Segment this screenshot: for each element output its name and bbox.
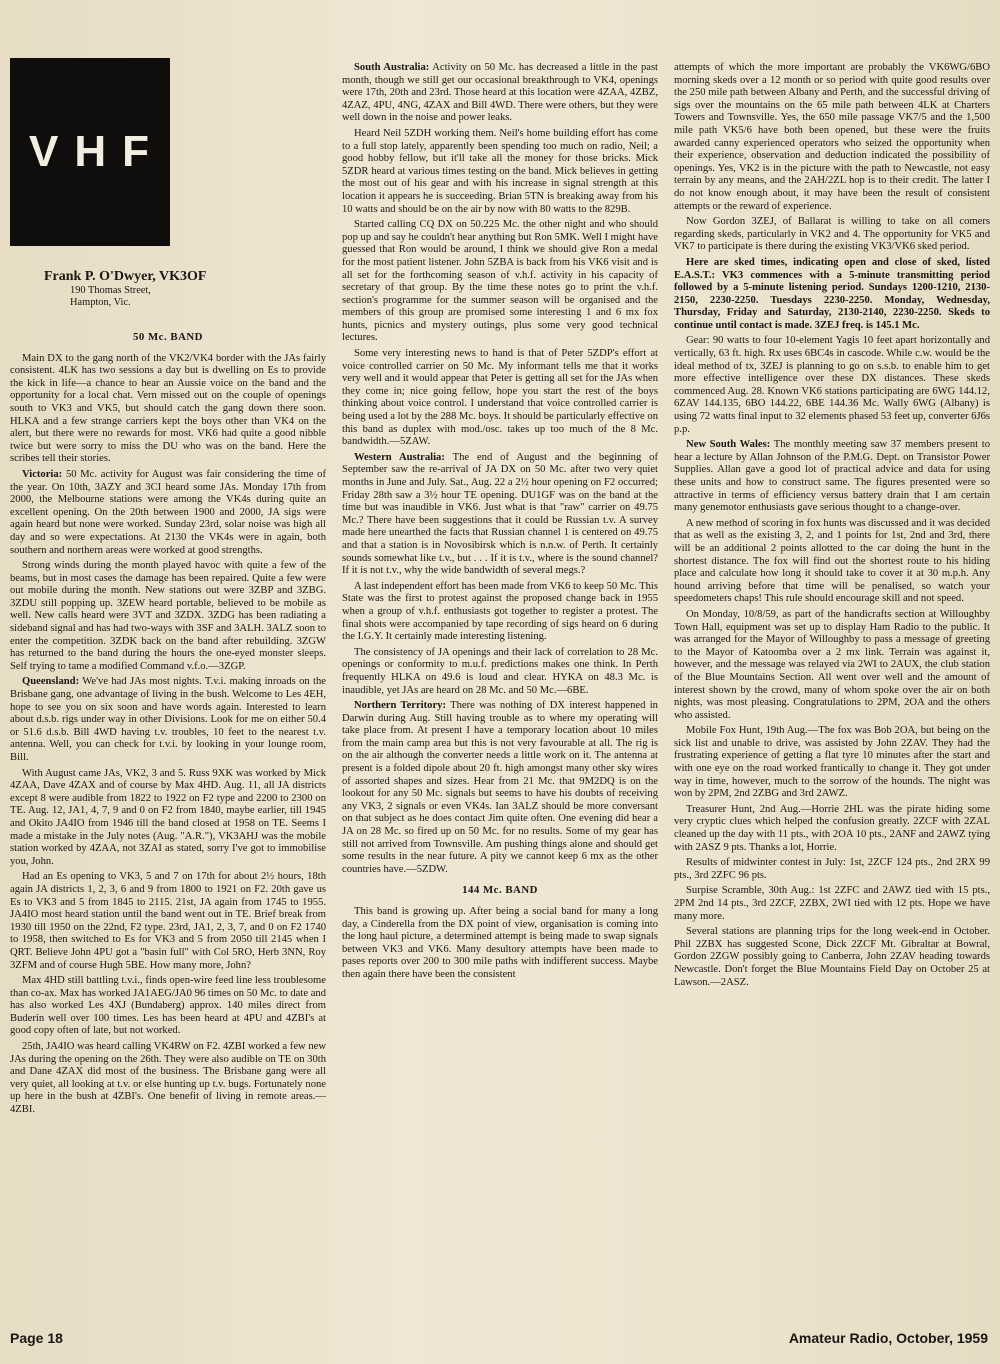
paragraph — [10, 676, 326, 764]
publication-footer: Amateur Radio, October, 1959 — [788, 1330, 988, 1346]
paragraph-text: Activity on 50 Mc. has decreased a little in the past month, though we still get our occasional breakthrough to VK4, openings were 17th, 20th and 23rd. Those heard at this location were 4ZAA, 4ZBZ, 4ZAZ, 4PU, 4NG, 4ZAX and Bill 4WD. There were others, but they were well down in the noise and power leaks. — [342, 62, 658, 124]
paragraph: A last independent effort has been made from VK6 to keep 50 Mc. This State was the first to protest against the proposed change back in 1955 when a group of v.h.f. enthusiasts got together to register a protest. The final shots were accompanied by tape recording of sigs heard on 6 during the I.G.Y. It certainly made interesting listening. — [342, 580, 658, 643]
heading-144mc: 144 Mc. BAND — [462, 884, 538, 897]
paragraph — [674, 439, 990, 515]
paragraph: Max 4HD still battling t.v.i., finds open-wire feed line less troublesome than co-ax. Max has worked JA1AEG/JA0 96 times on 50 Mc. to date and has also worked Les 4XJ (Bundaberg) approx. 140 miles direct from Buderin well over 100 times. Les has been heard at 4PU and 4ZBI's at good copy often of late, but not worked. — [10, 975, 326, 1037]
paragraph-text: We've had JAs most nights. T.v.i. making inroads on the Brisbane gang, one advantage of living in the bush. Welcome to Les 4EH, hope to see you on six soon and have words again. Interested to learn about d.s.b. rigs under way in other Divisions. Look for me on either 50.4 or 51.6 d.s.b. Bill 4WD having t.v. troubles, 10 feet to the nearest t.v. antenna. Well, you can check for t.v.i. by looking in your lounge room, Bill. — [10, 676, 326, 763]
paragraph-text: The end of August and the beginning of September saw the re-arrival of JA DX on 50 Mc. after two very quiet months in June and July. Sat., Aug. 22 a 2½ hour opening on F2 occurred; Friday 28th saw a 3½ hour TE opening. DU1GF was on the band at the time but was inaudible in VK6. Just what is that "raw" carrier on 49.75 Mc.? There have been suggestions that it could be Russian t.v. A survey made here unearthed the facts that Russian channel 1 is centered on 49.75 and that a station is in Novosibirsk which is n.n.w. of Perth. It certainly sounds somewhat like t.v., but . . . If it is t.v., where is the sound channel? If it is not t.v., why the wide bandwidth of several megs.? — [342, 451, 658, 577]
state-label-south-australia: South Australia: — [354, 62, 430, 73]
paragraph: This band is growing up. After being a social band for many a long day, a Cinderella from the DX point of view, organisation is coming into the long haul picture, a determined attempt is being made to swap signals between VK3 and VK6. Many desultory attempts have been made to pases reports over 200 to 300 mile paths with indifferent success. Maybe then again there have been the consistent — [342, 906, 658, 980]
author-address-line1: 190 Thomas Street, — [70, 285, 151, 296]
paragraph: Some very interesting news to hand is that of Peter 5ZDP's effort at voice controlled carrier on 50 Mc. My informant tells me that it works very well and it would appear that Peter is getting all set for the JAs when they come in; nice going fellow, hope you start the rest of the boys thinking about voice control. I understand that voice controlled carrier is being used a lot by the 288 Mc. boys. It should be particularly effective on this band as duplex with mod./osc. takes up too much of the 8 Mc. bandwidth.—5ZAW. — [342, 348, 658, 448]
paragraph: Surpise Scramble, 30th Aug.: 1st 2ZFC and 2AWZ tied with 15 pts., 2PM 2nd 14 pts., 3rd 2ZCF, 2ZBX, 2WI tied with 12 pts. Hope we have many more. — [674, 885, 990, 922]
column-3 — [674, 62, 990, 1318]
sked-times-paragraph: Here are sked times, indicating open and close of sked, listed E.A.S.T.: VK3 commences with a 5-minute transmitting period followed by a 5-minute listening period. Sundays 1200-1210, 2130-2150, 2230-2250. Tuesdays 2230-2250. Monday, Wednesday, Thursday, Friday and Saturday, 2130-2140, 2230-2250. Skeds to continue until contact is made. 3ZEJ freq. is 145.1 Mc. — [674, 256, 990, 331]
author-block — [44, 268, 326, 309]
paragraph: Several stations are planning trips for the long week-end in October. Phil 2ZBX has suggested Scone, Dick 2ZCF Mt. Gibraltar at Bowral, Gordon 2ZGW possibly going to Canberra, John 2ZAV heading towards Newcastle. Don't forget the Blue Mountains Field Day on October 25 at Lawson.—2ASZ. — [674, 926, 990, 988]
paragraph — [342, 452, 658, 578]
paragraph: Results of midwinter contest in July: 1st, 2ZCF 124 pts., 2nd 2RX 99 pts., 3rd 2ZFC 96 pts. — [674, 857, 990, 881]
column-2 — [342, 62, 658, 1318]
paragraph-text: There was nothing of DX interest happened in Darwin during Aug. Still having trouble as to where my operating will take place from. At present I have a temporary location about 10 miles from the main camp area but this is not very favourable at all. The rig is on the air although the converter needs a little work on it. The antenna at present is a folded dipole about 20 ft. high amongst many other sky wires of assorted shapes and sizes. Hear from 21 Mc. that 9M2DQ is on the lookout for any 50 Mc. signals but seems to have his doubts of receiving any VK3, 2 signals or even VK4s. Ian 3ALZ should be more conversant on that subject as he does contact Jim quite often. One evening did hear a JA on 28 Mc. so fired up on 50 Mc. for no results. Some of my gear has still not arrived from Townsville. Am pushing things alone and should get some results in the near future. A pity we cannot keep 6 mx as the other countries have.—5ZDW. — [342, 700, 658, 875]
paragraph: Started calling CQ DX on 50.225 Mc. the other night and who should pop up and say he couldn't hear anything but Ron 5MK. Well I might have guessed that Ron would be around, I think we should give Ron a medal for the most patient listener. John 5ZBA is back from his VK6 visit and is all set for the forthcoming season of v.h.f. activity in his capacity of secretary of that group. By the time these notes go to print the v.h.f. section's programme for the summer season will be organised and the members of this group are promised some interesting 1 and 6 mx fox hunts, picnics and mystery outings, plus some very good technical lectures. — [342, 219, 658, 344]
state-label-western-australia: Western Australia: — [354, 451, 445, 463]
author-address-line2: Hampton, Vic. — [70, 297, 131, 308]
heading-50mc: 50 Mc. BAND — [133, 331, 203, 343]
paragraph: Mobile Fox Hunt, 19th Aug.—The fox was Bob 2OA, but being on the sick list and unable to drive, was assisted by John 2ZAV. They had the frustrating experience of getting a flat tyre 10 minutes after the start and with one eye on the road worked frantically to change it. They got under way in time, however, much to the sorrow of the hounds. The night was won by 2PM, 2nd 2ZBG and 3rd 2AWZ. — [674, 725, 990, 800]
paragraph: Had an Es opening to VK3, 5 and 7 on 17th for about 2½ hours, 18th again JA districts 1, 2, 3, 6 and 9 from 1800 to 1921 on F2. 20th gave us Es to VK3 and 5 from 1845 to 2115. 21st, JA again from 1745 to 1955. JA4IO most heard station until the band went out in TE. Brief break from 1930 till 1950 on the 22nd, F2 type. 23rd, JA1, 2, 3, 7, and 0 on F2 1740 to 1958, then switched to Es for VK3 and 5 from 2050 till 2145 when I QRT. Believe John 4PU got a "basin full" with Col 5RO, Herb 3NN, Roy 3ZFM and of course Hugh 5BE. How many more, John? — [10, 871, 326, 971]
page-number: Page 18 — [10, 1330, 63, 1346]
paragraph: Main DX to the gang north of the VK2/VK4 border with the JAs fairly consistent. 4LK has two sessions a day but is dwelling on Es to provide the kick in life—a chance to hear an Aussie voice on the band and the opportunity for a local chat. Vern missed out on the couple of openings south to VK3 and VK5, but should catch the gang down there soon. HLKA and a few strange carriers kept the boys other than VK4 on the alert, but there were no rewards for most. VK6 had quite a good nibble twice but were sorry to miss the DU who was on the band. Here the scribes tell their stories. — [10, 352, 326, 465]
paragraph: On Monday, 10/8/59, as part of the handicrafts section at Willoughby Town Hall, equipment was set up to display Ham Radio to the public. It was arranged for the Mayor of Willoughby to pass a message of greeting to the Mayor of Katoomba over a 2 mx link. Terrain was against it, however, and the message was relayed via 2WI to 2AUX, the club station of the Blue Mountains Section. All went over well and the amount of interest shown by the crowd, many of whom spoke over the air on both nights, was most pleasing. Congratulations to 2PM, 2OA and the others who assisted. — [674, 608, 990, 721]
paragraph-text: The monthly meeting saw 37 members present to hear a lecture by Allan Johnson of the P.M.G. Dept. on Transistor Power Supplies. Allan gave a good lot of practical advice and data for using these units and how to construct same. The figures presented were so attractive in terms of efficiency versus battery drain that I am certain many genemotor enthusiasts gave serious thought to a change-over. — [674, 439, 990, 514]
paragraph — [10, 469, 326, 557]
paragraph: 25th, JA4IO was heard calling VK4RW on F2. 4ZBI worked a few new JAs during the opening on the 26th. They were also audible on TE on 30th and Dane 4ZAX did most of the business. The Brisbane gang were all very quiet, all looking at t.v. or else hunting up t.v. bugs. Fortunately none up here in the bush at 4ZBI's. One benefit of living in remote areas.—4ZBI. — [10, 1041, 326, 1116]
paragraph: Treasurer Hunt, 2nd Aug.—Horrie 2HL was the pirate hiding some very cryptic clues which helped the confusion greatly. 2ZCF with 2ZAL cleaned up the day with 11 pts., with 2OA 10 pts., 2ANF and 2AWZ tying with 2ASZ 9 pts. Thanks a lot, Horrie. — [674, 803, 990, 853]
banner-title: VHF — [29, 126, 165, 176]
paragraph: Strong winds during the month played havoc with quite a few of the beams, but in most cases the damage has been repaired. Quite a few were out mobile during the month. New stations out were 3ZBP and 3ZBG. 3ZDU still popping up. 3ZEW heard portable, believed to be mobile as well. New calls heard were 3VT and 3ZDX. 3ZDG has been radiating a sideband signal and has had two-ways with 3SF and 3ALH. 3ALZ soon to enter the competition. 3ZDK back on the band after rebuilding. 3ZGW has returned to the band during the hours the one-eyed monster sleeps. Self trying to tame a modified Command v.f.o.—3ZGP. — [10, 560, 326, 672]
paragraph: Heard Neil 5ZDH working them. Neil's home building effort has come to a full stop lately, apparently been spending too much on radio, Neil; a good hobby fellow, but it'll take all the money for those bricks. Mick 5ZDR heard at various times testing on the band. Mick believes in getting the most out of his gear and with his increase in signal strength at this location it appears he is succeeding. Brian 5TN is breaking away from his 10 watts and should be on the air by now with 80 watts to the 829B. — [342, 127, 658, 215]
paragraph: A new method of scoring in fox hunts was discussed and it was decided that as well as the existing 3, 2, and 1 points for 1st, 2nd and 3rd, there will be an additional 2 points allotted to the car doing the hunt in the shortest distance. The fox will find out the shortest route to his hiding place and calculate how long it should take to cover it at 30 m.p.h. Any hound arriving before that time will be penalised, so watch your speedometers chaps! This rule should encourage skill and not speed. — [674, 517, 990, 605]
paragraph — [342, 62, 658, 125]
paragraph: Now Gordon 3ZEJ, of Ballarat is willing to take on all comers regarding skeds, particularly in VK2 and 4. The opportunity for VK5 and VK7 to participate is there during the existing VK3/VK6 sked period. — [674, 216, 990, 253]
section-banner — [10, 58, 170, 246]
state-label-victoria: Victoria: — [22, 468, 63, 480]
state-label-new-south-wales: New South Wales: — [686, 439, 771, 451]
author-name: Frank P. O'Dwyer, VK3OF — [44, 269, 207, 284]
paragraph-text: 50 Mc. activity for August was fair considering the time of the year. On 10th, 3AZY and 3CI heard some JAs. Monday 17th from 2000, the Melbourne stations were among the VK4s during quite an excellent opening. On the 20th between 1900 and 2000, JA sigs were again heard but none were worked. Sunday 23rd, solar noise was high all day and so were expectations. At 2130 the VK4s were in again, both southern and northern areas were worked at good strengths. — [10, 468, 326, 556]
paragraph: With August came JAs, VK2, 3 and 5. Russ 9XK was worked by Mick 4ZAA, Dave 4ZAX and of course by Max 4HD. Aug. 11, all JA districts except 8 were audible from 1822 to 1922 on F2 type and 2200 to 2300 on TE. Aug. 12, JA1, 4, 7, 9 and 0 on F2 from 1840, maybe earlier, till 1945 and Okito JA4IO from 1946 till the band closed at 1958 on TE. Seems I made a mistake in the July notes (Aug. "A.R."), VK3AHJ was the mobile station worked by 4ZAA, not 3ZAI as stated, sorry I've got to immobilise you, John. — [10, 767, 326, 867]
paragraph: Gear: 90 watts to four 10-element Yagis 10 feet apart horizontally and vertically, 63 ft. high. Rx uses 6BC4s in cascode. While c.w. would be the ideal method of tx, 3ZEJ is planning to go on s.s.b. to enable him to get more effective intelligence over these DX distances. These skeds commenced Aug. 28. Known VK6 stations participating are 6WG 144.12, 6ZAV 144.135, 6BO 144.22, 6BE 144.36 Mc. Wally 6WG (Albany) is using 72 watts final input to 32 elements phased 53 feet up, converter 6J6s p.p. — [674, 335, 990, 435]
state-label-northern-territory: Northern Territory: — [354, 700, 446, 712]
paragraph: attempts of which the more important are probably the VK6WG/6BO morning skeds over a 12 month or so period with quite good results over the 250 mile path between Albany and Perth, and the successful driving of sigs over the mountains on the 65 mile path between 4LK at Charters Towers and Townsville. Yes, the 650 mile passage VK7/5 and the 1,500 mile path VK5/6 have both been opened, but these were the fruits awarded canny experienced operators who seized the opportunity when their experience, observation and deduction indicated the possibility of openings. Yes, VK2 is in the picture with the path to Newcastle, not easy terrain by any means, and the 2AH/2ZL hop is to their credit. The latter I do not know enough about, it may have been the result of consistent attempts or the reward of experience. — [674, 62, 990, 212]
paragraph: The consistency of JA openings and their lack of correlation to 28 Mc. openings or conformity to m.u.f. predictions makes one think. In Perth frequently HLKA on 49.6 is loud and clear. HYKA on 48.3 Mc. is inaudible, yet JAs are heard on 28 Mc. and 50 Mc.—6BE. — [342, 646, 658, 696]
column-1 — [10, 58, 326, 1318]
state-label-queensland: Queensland: — [22, 676, 80, 688]
paragraph — [342, 700, 658, 876]
